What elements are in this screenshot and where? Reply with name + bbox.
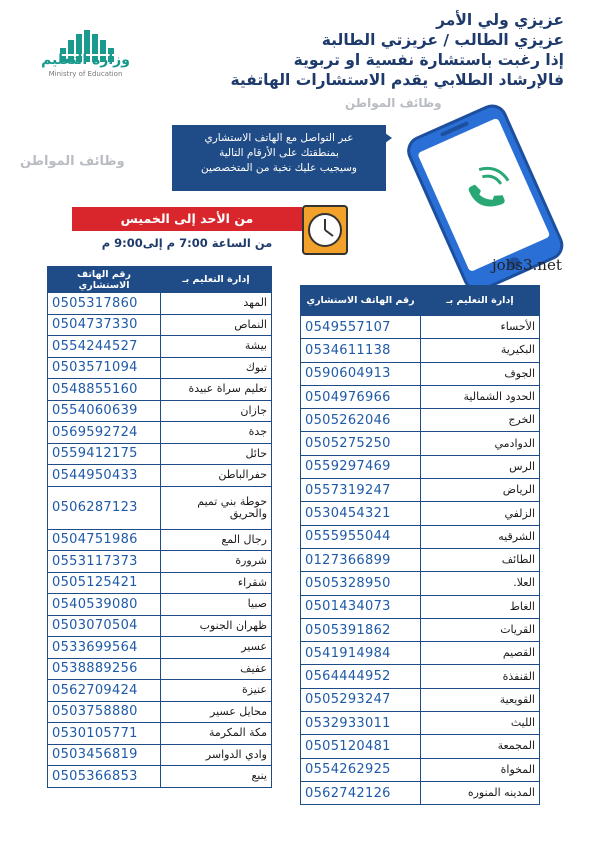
region-cell: القويعية bbox=[421, 688, 540, 711]
table-row bbox=[301, 758, 540, 781]
phone-cell: 0533699564 bbox=[48, 637, 161, 659]
region-cell: ينبع bbox=[161, 766, 272, 788]
region-cell: المخواة bbox=[421, 758, 540, 781]
region-cell: عنيزة bbox=[161, 680, 272, 702]
watermark: وظائف المواطن bbox=[345, 96, 442, 110]
region-cell: القنفذة bbox=[421, 665, 540, 688]
region-cell: البكيرية bbox=[421, 339, 540, 362]
phone-cell: 0569592724 bbox=[48, 422, 161, 444]
table-row bbox=[48, 379, 272, 401]
phone-cell: 0504737330 bbox=[48, 314, 161, 336]
table-row bbox=[301, 712, 540, 735]
region-cell: تبوك bbox=[161, 357, 272, 379]
region-cell: تعليم سراة عبيدة bbox=[161, 379, 272, 401]
phone-cell: 0505275250 bbox=[301, 432, 421, 455]
region-cell: جدة bbox=[161, 422, 272, 444]
column-header-phone: رقم الهاتف الاستشاري bbox=[301, 286, 421, 316]
phone-cell: 0562709424 bbox=[48, 680, 161, 702]
region-cell: بيشة bbox=[161, 336, 272, 358]
phone-cell: 0540539080 bbox=[48, 594, 161, 616]
region-cell: شرورة bbox=[161, 551, 272, 573]
table-row bbox=[48, 658, 272, 680]
phone-cell: 0538889256 bbox=[48, 658, 161, 680]
region-cell: الخرج bbox=[421, 409, 540, 432]
table-row bbox=[301, 595, 540, 618]
table-row bbox=[48, 766, 272, 788]
table-row bbox=[48, 615, 272, 637]
phone-cell: 0559297469 bbox=[301, 455, 421, 478]
phone-cell: 0554262925 bbox=[301, 758, 421, 781]
ministry-name-en: Ministry of Education bbox=[48, 70, 123, 78]
table-row bbox=[48, 637, 272, 659]
region-cell: الطائف bbox=[421, 548, 540, 571]
intro-line: بمنطقتك على الأرقام التالية bbox=[219, 147, 339, 159]
table-row bbox=[48, 443, 272, 465]
phone-cell: 0505125421 bbox=[48, 572, 161, 594]
phone-cell: 0532933011 bbox=[301, 712, 421, 735]
table-row bbox=[48, 314, 272, 336]
phone-cell: 0541914984 bbox=[301, 642, 421, 665]
phone-table-left bbox=[47, 266, 272, 788]
phone-cell: 0530105771 bbox=[48, 723, 161, 745]
phone-cell: 0503070504 bbox=[48, 615, 161, 637]
region-cell: المدينه المنوره bbox=[421, 781, 540, 804]
table-row bbox=[48, 465, 272, 487]
phone-cell: 0590604913 bbox=[301, 362, 421, 385]
phone-cell: 0548855160 bbox=[48, 379, 161, 401]
table-row bbox=[48, 422, 272, 444]
column-header-region: إدارة التعليم بـ bbox=[421, 286, 540, 316]
headline-line: فالإرشاد الطلابي يقدم الاستشارات الهاتفية bbox=[230, 71, 564, 89]
phone-cell: 0530454321 bbox=[301, 502, 421, 525]
phone-cell: 0505391862 bbox=[301, 618, 421, 641]
phone-cell: 0555955044 bbox=[301, 525, 421, 548]
table-row bbox=[48, 400, 272, 422]
table-row bbox=[301, 618, 540, 641]
region-cell: المجمعة bbox=[421, 735, 540, 758]
region-cell: حائل bbox=[161, 443, 272, 465]
region-cell: الزلفي bbox=[421, 502, 540, 525]
column-header-region: إدارة التعليم بـ bbox=[161, 267, 272, 293]
table-row bbox=[301, 409, 540, 432]
clock-icon bbox=[302, 205, 348, 255]
region-cell: حفرالباطن bbox=[161, 465, 272, 487]
table-row bbox=[48, 572, 272, 594]
ministry-name-ar: وزارة التعليم bbox=[41, 52, 130, 68]
table-row bbox=[48, 293, 272, 315]
phone-cell: 0562742126 bbox=[301, 781, 421, 804]
table-row bbox=[301, 572, 540, 595]
region-cell: صبيا bbox=[161, 594, 272, 616]
region-cell: محايل عسير bbox=[161, 701, 272, 723]
table-row bbox=[301, 479, 540, 502]
table-row bbox=[301, 316, 540, 339]
region-cell: الدوادمي bbox=[421, 432, 540, 455]
region-cell: جازان bbox=[161, 400, 272, 422]
table-row bbox=[301, 735, 540, 758]
table-row bbox=[48, 529, 272, 551]
phone-cell: 0534611138 bbox=[301, 339, 421, 362]
phone-cell: 0127366899 bbox=[301, 548, 421, 571]
table-row bbox=[301, 642, 540, 665]
phone-cell: 0505366853 bbox=[48, 766, 161, 788]
table-row bbox=[301, 432, 540, 455]
watermark: وظائف المواطن bbox=[20, 154, 125, 169]
table-row bbox=[301, 502, 540, 525]
phone-cell: 0505262046 bbox=[301, 409, 421, 432]
phone-cell: 0501434073 bbox=[301, 595, 421, 618]
phone-cell: 0506287123 bbox=[48, 486, 161, 529]
phone-cell: 0503758880 bbox=[48, 701, 161, 723]
table-row bbox=[301, 339, 540, 362]
table-row bbox=[301, 455, 540, 478]
phone-cell: 0544950433 bbox=[48, 465, 161, 487]
table-row bbox=[48, 336, 272, 358]
headline-line: عزيزي الطالب / عزيزتي الطالبة bbox=[321, 31, 564, 49]
table-row bbox=[301, 688, 540, 711]
phone-cell: 0505293247 bbox=[301, 688, 421, 711]
phone-cell: 0554244527 bbox=[48, 336, 161, 358]
intro-bubble bbox=[172, 125, 386, 191]
phone-cell: 0505317860 bbox=[48, 293, 161, 315]
table-row bbox=[48, 594, 272, 616]
phone-table-right bbox=[300, 285, 540, 805]
column-header-phone: رقم الهاتف الاستشاري bbox=[48, 267, 161, 293]
table-row bbox=[48, 486, 272, 529]
phone-cell: 0553117373 bbox=[48, 551, 161, 573]
phone-cell: 0504976966 bbox=[301, 385, 421, 408]
table-row bbox=[48, 744, 272, 766]
region-cell: الأحساء bbox=[421, 316, 540, 339]
region-cell: العلا. bbox=[421, 572, 540, 595]
headline-line: إذا رغبت باستشارة نفسية او تربوية bbox=[293, 51, 564, 69]
region-cell: الليث bbox=[421, 712, 540, 735]
phone-cell: 0564444952 bbox=[301, 665, 421, 688]
region-cell: الشرقيه bbox=[421, 525, 540, 548]
region-cell: شقراء bbox=[161, 572, 272, 594]
intro-line: عبر التواصل مع الهاتف الاستشاري bbox=[204, 132, 354, 144]
region-cell: الحدود الشمالية bbox=[421, 385, 540, 408]
region-cell: وادي الدواسر bbox=[161, 744, 272, 766]
table-row bbox=[301, 548, 540, 571]
table-row bbox=[48, 680, 272, 702]
region-cell: النماص bbox=[161, 314, 272, 336]
region-cell: رجال المع bbox=[161, 529, 272, 551]
region-cell: القريات bbox=[421, 618, 540, 641]
table-row bbox=[301, 665, 540, 688]
region-cell: الرس bbox=[421, 455, 540, 478]
table-row bbox=[301, 385, 540, 408]
phone-cell: 0504751986 bbox=[48, 529, 161, 551]
site-watermark: jobs3.net bbox=[492, 256, 562, 274]
table-row bbox=[301, 781, 540, 804]
phone-cell: 0557319247 bbox=[301, 479, 421, 502]
headline bbox=[194, 10, 564, 90]
region-cell: الغاط bbox=[421, 595, 540, 618]
headline-line: عزيزي ولي الأمر bbox=[436, 11, 564, 29]
schedule-hours: من الساعة 7:00 م إلى9:00 م bbox=[101, 236, 273, 250]
region-cell: الجوف bbox=[421, 362, 540, 385]
phone-cell: 0559412175 bbox=[48, 443, 161, 465]
phone-cell: 0505120481 bbox=[301, 735, 421, 758]
region-cell: الرياض bbox=[421, 479, 540, 502]
phone-cell: 0554060639 bbox=[48, 400, 161, 422]
phone-cell: 0505328950 bbox=[301, 572, 421, 595]
phone-cell: 0503456819 bbox=[48, 744, 161, 766]
table-row bbox=[301, 525, 540, 548]
table-row bbox=[48, 701, 272, 723]
schedule-days: من الأحد إلى الخميس bbox=[72, 207, 302, 231]
phone-cell: 0503571094 bbox=[48, 357, 161, 379]
phone-cell: 0549557107 bbox=[301, 316, 421, 339]
region-cell: مكة المكرمة bbox=[161, 723, 272, 745]
table-row bbox=[48, 357, 272, 379]
region-cell: المهد bbox=[161, 293, 272, 315]
region-cell: القصيم bbox=[421, 642, 540, 665]
table-row bbox=[48, 723, 272, 745]
intro-line: وسيجيب عليك نخبة من المتخصصين bbox=[200, 162, 358, 174]
table-row bbox=[48, 551, 272, 573]
table-row bbox=[301, 362, 540, 385]
region-cell: عسير bbox=[161, 637, 272, 659]
region-cell: ظهران الجنوب bbox=[161, 615, 272, 637]
region-cell: حوطة بني تميم والحريق bbox=[161, 486, 272, 529]
region-cell: عفيف bbox=[161, 658, 272, 680]
